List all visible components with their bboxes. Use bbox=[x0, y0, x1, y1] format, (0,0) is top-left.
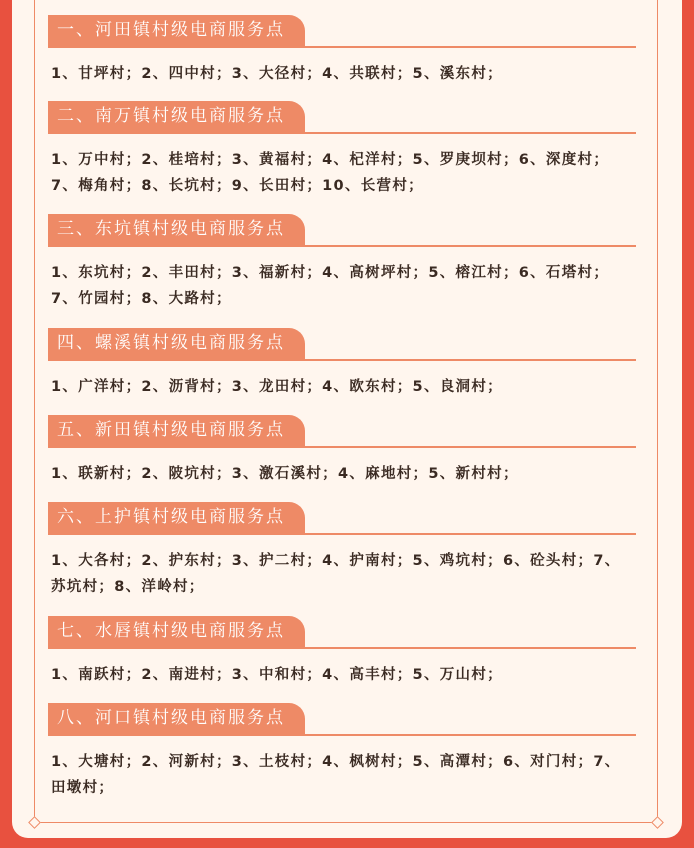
section-luoxi bbox=[48, 323, 636, 400]
section-nanwan bbox=[48, 96, 636, 199]
section-shuichun bbox=[48, 611, 636, 688]
section-header bbox=[48, 323, 636, 361]
section-title: 八、河口镇村级电商服务点 bbox=[48, 703, 305, 734]
diamond-ornament-right bbox=[651, 816, 664, 829]
village-list: 1、大各村；2、护东村；3、护二村；4、护南村；5、鸡坑村；6、砼头村；7、苏坑村；8、洋岭村； bbox=[51, 553, 621, 595]
village-list: 1、广洋村；2、沥背村；3、龙田村；4、欧东村；5、良洞村； bbox=[51, 379, 503, 395]
village-list: 1、万中村；2、桂培村；3、黄福村；4、杞洋村；5、罗庚坝村；6、深度村；7、梅角村；8、长坑村；9、长田村；10、长营村； bbox=[51, 152, 610, 194]
section-header bbox=[48, 209, 636, 247]
section-title: 七、水唇镇村级电商服务点 bbox=[48, 616, 305, 647]
diamond-ornament-left bbox=[28, 816, 41, 829]
section-xintian bbox=[48, 410, 636, 487]
village-list: 1、甘坪村；2、四中村；3、大径村；4、共联村；5、溪东村； bbox=[51, 66, 503, 82]
village-list: 1、南跃村；2、南进村；3、中和村；4、高丰村；5、万山村； bbox=[51, 667, 503, 683]
section-title: 一、河田镇村级电商服务点 bbox=[48, 15, 305, 46]
section-hetian bbox=[48, 10, 636, 87]
section-header bbox=[48, 611, 636, 649]
section-header bbox=[48, 497, 636, 535]
section-dongkeng bbox=[48, 209, 636, 312]
section-title: 四、螺溪镇村级电商服务点 bbox=[48, 328, 305, 359]
section-title: 二、南万镇村级电商服务点 bbox=[48, 101, 305, 132]
section-title: 六、上护镇村级电商服务点 bbox=[48, 502, 305, 533]
village-list: 1、联新村；2、陂坑村；3、激石溪村；4、麻地村；5、新村村； bbox=[51, 466, 519, 482]
section-shanghu bbox=[48, 497, 636, 600]
section-header bbox=[48, 10, 636, 48]
village-list: 1、大塘村；2、河新村；3、土枝村；4、枫树村；5、高潭村；6、对门村；7、田墩村； bbox=[51, 754, 621, 796]
village-list: 1、东坑村；2、丰田村；3、福新村；4、高树坪村；5、榕江村；6、石塔村；7、竹园村；8、大路村； bbox=[51, 265, 610, 307]
section-header bbox=[48, 698, 636, 736]
section-hekou bbox=[48, 698, 636, 801]
section-title: 三、东坑镇村级电商服务点 bbox=[48, 214, 305, 245]
section-header bbox=[48, 96, 636, 134]
section-header bbox=[48, 410, 636, 448]
section-title: 五、新田镇村级电商服务点 bbox=[48, 415, 305, 446]
